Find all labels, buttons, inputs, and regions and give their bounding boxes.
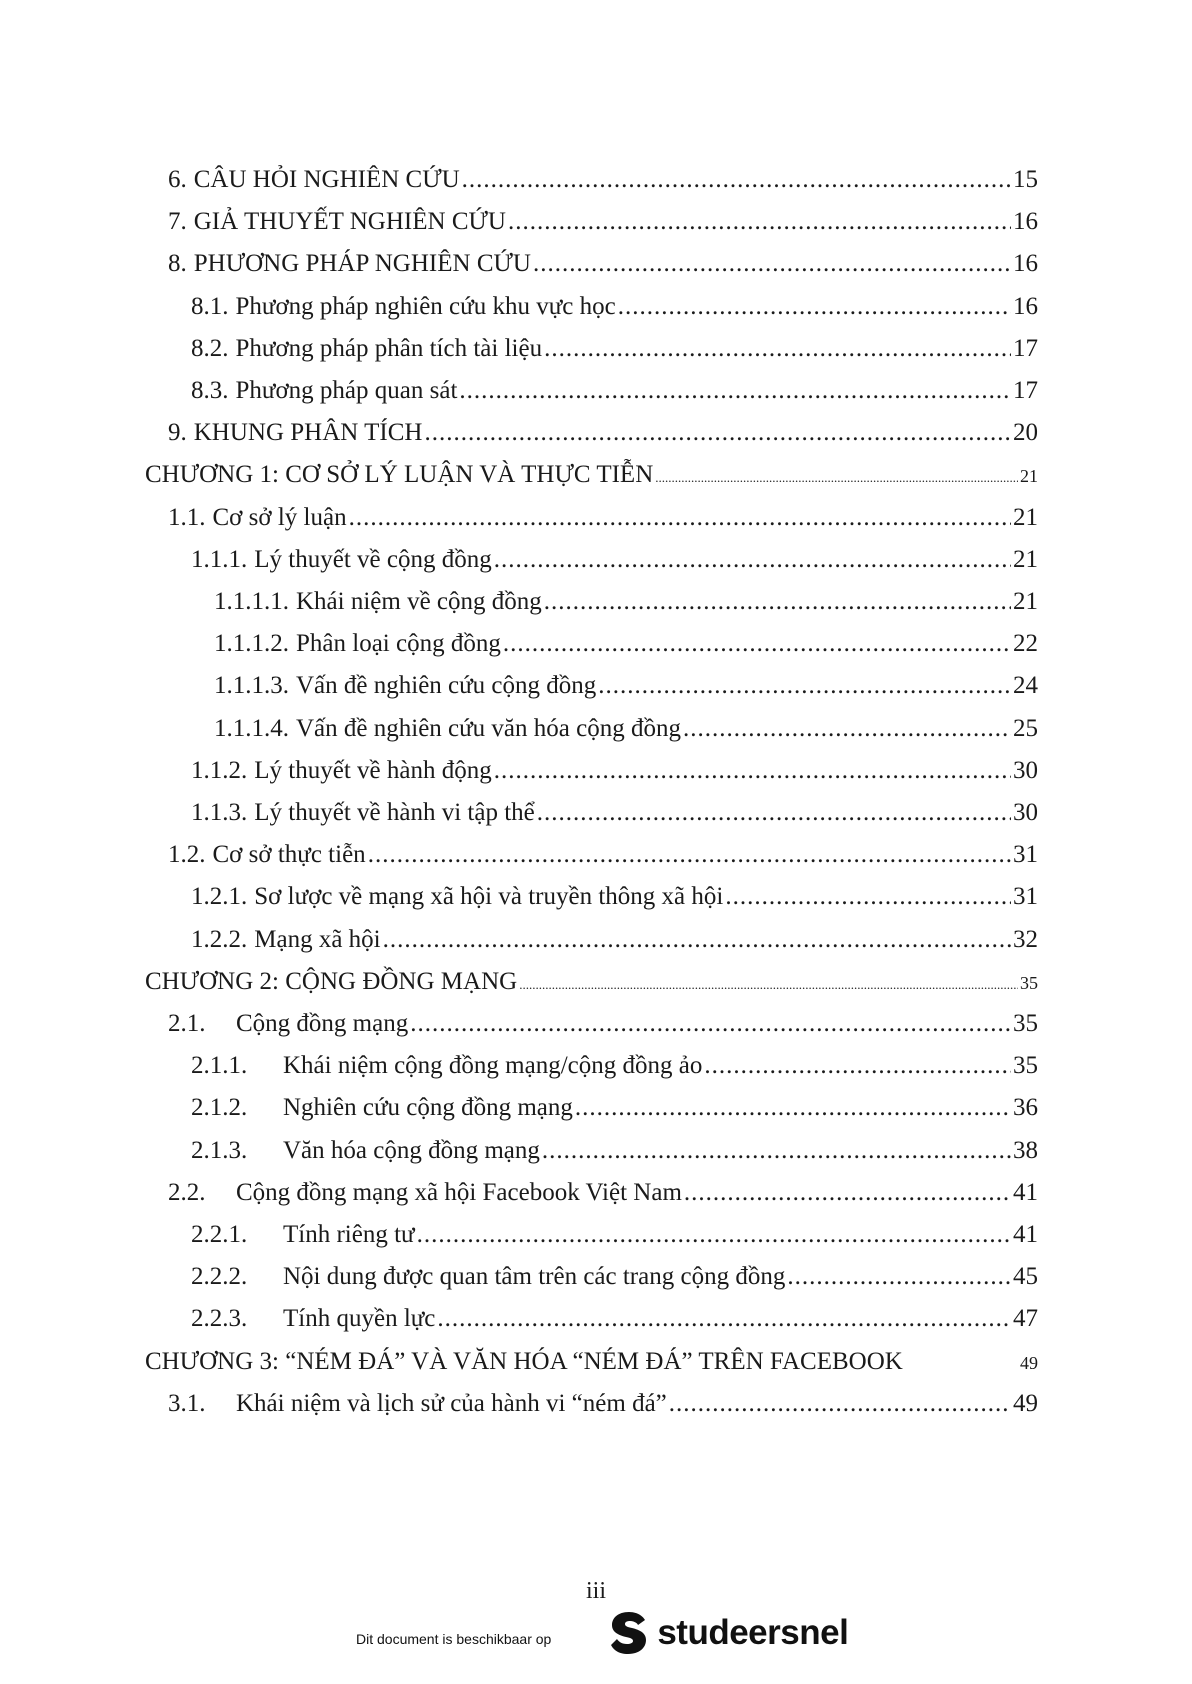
toc-entry-title: Nghiên cứu cộng đồng mạng — [283, 1094, 573, 1122]
toc-entry-number: 1.1.3. — [191, 799, 248, 826]
toc-dot-leader — [508, 206, 1011, 238]
toc-entry[interactable] — [168, 1177, 1038, 1209]
toc-entry-number: 8.3. — [191, 377, 229, 404]
toc-entry-number: 2.2.2. — [191, 1263, 248, 1291]
toc-entry[interactable] — [214, 713, 1038, 745]
footer — [356, 1610, 848, 1656]
toc-entry-title: Vấn đề nghiên cứu cộng đồng — [296, 672, 597, 700]
toc-entry[interactable] — [191, 544, 1038, 576]
toc-entry-page: 17 — [1013, 377, 1038, 404]
toc-entry-number: 2.1.1. — [191, 1052, 248, 1080]
toc-entry-title: Nội dung được quan tâm trên các trang cộng đồng — [283, 1263, 786, 1291]
toc-entry-title: Phương pháp quan sát — [235, 377, 458, 404]
toc-entry-number: 8. — [168, 250, 187, 278]
toc-entry-page: 31 — [1013, 883, 1038, 911]
toc-entry-number: 2.1.2. — [191, 1094, 248, 1122]
toc-entry-title: Lý thuyết về cộng đồng — [254, 545, 492, 573]
toc-entry[interactable] — [191, 881, 1038, 913]
toc-entry-number: 1.1. — [168, 503, 206, 531]
toc-dot-leader — [618, 291, 1011, 323]
toc-entry-number: 1.2.2. — [191, 925, 248, 953]
toc-entry-number: 8.2. — [191, 334, 229, 362]
toc-entry-page: 16 — [1013, 250, 1038, 278]
page-number: iii — [585, 1578, 606, 1604]
toc-entry[interactable] — [168, 839, 1038, 871]
toc-entry-title: KHUNG PHÂN TÍCH — [193, 419, 423, 447]
toc-entry[interactable] — [168, 1008, 1038, 1040]
toc-entry-page: 17 — [1013, 334, 1038, 362]
toc-entry-number: 1.2.1. — [191, 883, 248, 911]
toc-dot-leader — [410, 1008, 1011, 1040]
toc-chapter-entry[interactable] — [145, 459, 1038, 494]
toc-entry-page: 16 — [1013, 208, 1038, 236]
toc-entry-number: 6. — [168, 166, 187, 193]
toc-entry-number: 1.1.1.1. — [214, 588, 289, 615]
toc-dot-leader — [787, 1261, 1011, 1293]
toc-entry[interactable] — [168, 164, 1038, 196]
toc-entry-page: 21 — [1013, 588, 1038, 615]
toc-chapter-entry[interactable] — [145, 966, 1038, 1001]
toc-entry[interactable] — [191, 333, 1038, 365]
toc-entry-title: Lý thuyết về hành động — [254, 756, 492, 784]
toc-entry-title: Cộng đồng mạng xã hội Facebook Việt Nam — [236, 1178, 682, 1206]
toc-dot-leader — [349, 502, 1011, 534]
toc-entry[interactable] — [168, 1388, 1038, 1420]
toc-entry-title: Cơ sở thực tiễn — [212, 841, 366, 869]
toc-entry-title: Khái niệm và lịch sử của hành vi “ném đá” — [236, 1389, 667, 1417]
toc-entry-number: 8.1. — [191, 292, 229, 320]
toc-entry-number: 1.2. — [168, 841, 206, 869]
toc-entry[interactable] — [191, 1050, 1038, 1082]
toc-dot-leader — [424, 417, 1011, 449]
toc-dot-leader — [459, 375, 1011, 407]
studeersnel-logo-icon — [609, 1610, 649, 1656]
toc-dot-leader — [494, 544, 1011, 576]
toc-entry-page: 41 — [1013, 1221, 1038, 1248]
toc-entry-number: 1.1.2. — [191, 756, 248, 784]
toc-entry-title: Khái niệm về cộng đồng — [296, 588, 542, 615]
toc-entry[interactable] — [191, 1303, 1038, 1335]
toc-entry-page: 35 — [1020, 972, 1038, 993]
toc-entry-number: 2.2. — [168, 1178, 206, 1206]
toc-entry-page: 41 — [1013, 1178, 1038, 1206]
toc-entry-number: 2.1. — [168, 1010, 206, 1037]
toc-dot-leader — [368, 839, 1011, 871]
toc-entry[interactable] — [191, 1219, 1038, 1251]
toc-entry-title: Mạng xã hội — [254, 925, 381, 953]
toc-entry-page: 22 — [1013, 630, 1038, 658]
toc-entry-title: Tính quyền lực — [283, 1305, 436, 1333]
toc-entry-number: 2.2.3. — [191, 1305, 248, 1333]
toc-entry-page: 45 — [1013, 1263, 1038, 1291]
toc-entry-number: 3.1. — [168, 1389, 206, 1417]
toc-entry-title: Lý thuyết về hành vi tập thể — [254, 799, 535, 826]
toc-entry-title: CHƯƠNG 3: “NÉM ĐÁ” VÀ VĂN HÓA “NÉM ĐÁ” TRÊN FACEBOOK — [145, 1347, 903, 1375]
footer-note: Dit document is beschikbaar op — [356, 1631, 552, 1647]
toc-entry-page: 32 — [1013, 925, 1038, 953]
toc-dot-leader — [704, 1050, 1011, 1082]
toc-dot-leader — [533, 248, 1011, 280]
toc-entry[interactable] — [168, 502, 1038, 534]
toc-entry-title: Phân loại cộng đồng — [296, 630, 501, 658]
toc-entry[interactable] — [191, 291, 1038, 323]
toc-entry-page: 21 — [1020, 466, 1038, 487]
toc-entry-page: 30 — [1013, 756, 1038, 784]
toc-dot-leader — [544, 333, 1011, 365]
toc-dot-leader — [669, 1388, 1011, 1420]
toc-entry-page: 35 — [1013, 1052, 1038, 1080]
toc-entry-page: 15 — [1013, 166, 1038, 193]
toc-entry-title: Vấn đề nghiên cứu văn hóa cộng đồng — [296, 714, 681, 742]
toc-entry-page: 20 — [1013, 419, 1038, 447]
toc-entry-title: PHƯƠNG PHÁP NGHIÊN CỨU — [193, 250, 531, 278]
toc-entry[interactable] — [191, 1092, 1038, 1124]
toc-entry-title: Phương pháp nghiên cứu khu vực học — [235, 292, 616, 320]
toc-entry-number: 2.2.1. — [191, 1221, 248, 1248]
toc-entry[interactable] — [191, 755, 1038, 787]
toc-entry-page: 30 — [1013, 799, 1038, 826]
toc-dot-leader — [683, 713, 1011, 745]
toc-entry-title: Cộng đồng mạng — [236, 1010, 409, 1037]
toc-entry-title: GIẢ THUYẾT NGHIÊN CỨU — [193, 208, 506, 236]
toc-entry-title: Khái niệm cộng đồng mạng/cộng đồng ảo — [283, 1052, 703, 1080]
toc-entry[interactable] — [214, 670, 1038, 702]
toc-entry-page: 25 — [1013, 714, 1038, 742]
toc-dot-leader — [417, 1219, 1011, 1251]
toc-entry-title: CÂU HỎI NGHIÊN CỨU — [193, 166, 460, 193]
toc-dot-leader — [383, 924, 1011, 956]
toc-entry-title: Văn hóa cộng đồng mạng — [283, 1136, 540, 1164]
toc-entry[interactable] — [191, 375, 1038, 407]
toc-entry[interactable] — [214, 586, 1038, 618]
toc-dot-leader — [725, 881, 1011, 913]
toc-dot-leader — [437, 1303, 1011, 1335]
toc-entry[interactable] — [191, 1261, 1038, 1293]
toc-entry[interactable] — [191, 1135, 1038, 1167]
toc-dot-leader — [655, 462, 1018, 494]
toc-entry-number: 9. — [168, 419, 187, 447]
toc-entry-page: 35 — [1013, 1010, 1038, 1037]
toc-dot-leader — [462, 164, 1011, 196]
studeersnel-link[interactable] — [609, 1610, 848, 1656]
toc-entry-page: 24 — [1013, 672, 1038, 700]
toc-entry-title: CHƯƠNG 1: CƠ SỞ LÝ LUẬN VÀ THỰC TIỄN — [145, 461, 654, 489]
toc-entry-page: 31 — [1013, 841, 1038, 869]
toc-entry-title: Phương pháp phân tích tài liệu — [235, 334, 543, 362]
toc-entry-page: 38 — [1013, 1136, 1038, 1164]
toc-entry-number: 1.1.1.4. — [214, 714, 289, 742]
toc-entry-number: 1.1.1.2. — [214, 630, 289, 658]
toc-entry[interactable] — [214, 628, 1038, 660]
toc-entry[interactable] — [168, 417, 1038, 449]
toc-entry-page: 21 — [1013, 503, 1038, 531]
toc-entry-title: Cơ sở lý luận — [212, 503, 347, 531]
toc-dot-leader — [542, 1135, 1011, 1167]
toc-entry-number: 7. — [168, 208, 187, 236]
toc-dot-leader — [503, 628, 1011, 660]
toc-entry-number: 1.1.1. — [191, 545, 248, 573]
toc-entry-number: 2.1.3. — [191, 1136, 248, 1164]
toc-chapter-entry[interactable] — [145, 1346, 1038, 1381]
toc-entry-title: Sơ lược về mạng xã hội và truyền thông xã hội — [254, 883, 724, 911]
toc-entry-page: 49 — [1013, 1389, 1038, 1417]
toc-entry[interactable] — [168, 248, 1038, 280]
toc-entry[interactable] — [168, 206, 1038, 238]
toc-dot-leader — [575, 1092, 1011, 1124]
toc-entry[interactable] — [191, 797, 1038, 829]
toc-dot-leader — [537, 797, 1011, 829]
toc-entry-page: 49 — [1020, 1352, 1038, 1373]
toc-entry[interactable] — [191, 924, 1038, 956]
toc-entry-page: 36 — [1013, 1094, 1038, 1122]
toc-entry-title: CHƯƠNG 2: CỘNG ĐỒNG MẠNG — [145, 967, 518, 995]
toc-entry-page: 47 — [1013, 1305, 1038, 1333]
toc-dot-leader — [598, 670, 1011, 702]
toc-dot-leader — [684, 1177, 1011, 1209]
toc-entry-page: 16 — [1013, 292, 1038, 320]
toc-entry-page: 21 — [1013, 545, 1038, 573]
brand-name: studeersnel — [657, 1613, 849, 1652]
toc-dot-leader — [544, 586, 1011, 618]
toc-dot-leader — [519, 969, 1018, 1001]
toc-entry-number: 1.1.1.3. — [214, 672, 289, 700]
toc-entry-title: Tính riêng tư — [283, 1221, 415, 1248]
toc-dot-leader — [494, 755, 1011, 787]
